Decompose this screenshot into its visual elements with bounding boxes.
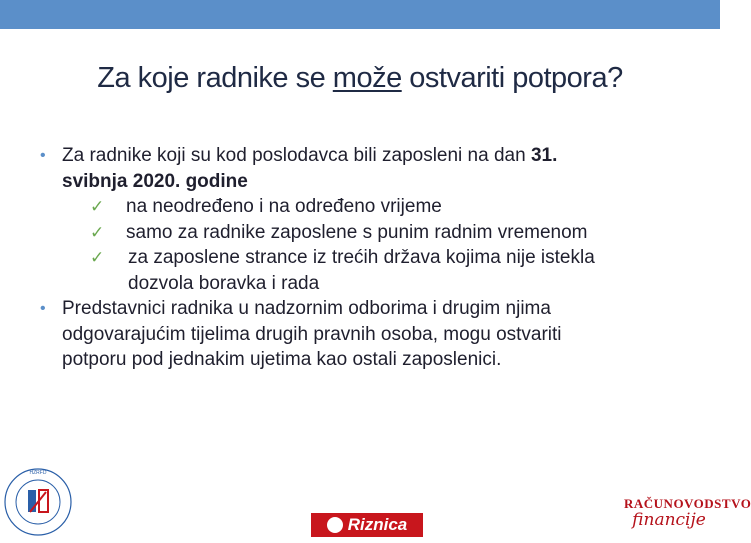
bullet-1-date-rest: svibnja 2020. godine <box>62 170 248 192</box>
bullet-2-line-2: odgovarajućim tijelima drugih pravnih osoba, mogu ostvariti <box>62 323 562 345</box>
svg-text:HZRFD: HZRFD <box>29 470 47 476</box>
checkmark-icon: ✓ <box>90 197 105 216</box>
bullet-item-1 <box>38 143 688 194</box>
check-list <box>38 194 688 296</box>
check-item-3 <box>38 245 688 296</box>
riznica-emblem-icon <box>327 517 343 533</box>
bullet-2-line-1: Predstavnici radnika u nadzornim odborima i drugim njima <box>62 298 551 319</box>
check-item-2-text: samo za radnike zaposlene s punim radnim vremenom <box>126 221 588 243</box>
bullet-1-text: Za radnike koji su kod poslodavca bili zaposleni na dan <box>62 145 531 166</box>
check-item-1 <box>38 194 688 220</box>
checkmark-icon: ✓ <box>90 222 105 242</box>
title-part-1: Za koje radnike se <box>97 62 333 94</box>
checkmark-icon: ✓ <box>90 248 105 267</box>
check-item-2 <box>38 220 688 246</box>
title-underlined-word: može <box>332 62 402 94</box>
racunovodstvo-logo-text: RAČUNOVODSTVO <box>624 496 751 511</box>
association-seal-logo <box>0 462 76 538</box>
seal-icon <box>0 462 76 538</box>
check-item-1-text: na neodređeno i na određeno vrijeme <box>126 196 442 217</box>
slide-title <box>0 62 720 95</box>
bullet-dot: • <box>40 147 46 164</box>
bullet-item-2 <box>38 296 688 373</box>
slide-content <box>38 143 688 373</box>
bullet-2-line-3: potporu pod jednakim ujetima kao ostali zaposlenici. <box>62 349 502 370</box>
check-item-3-line-1: za zaposlene strance iz trećih država kojima nije istekla <box>128 247 595 268</box>
check-item-3-line-2: dozvola boravka i rada <box>128 272 320 294</box>
racunovodstvo-financije-logo <box>624 496 751 538</box>
bullet-dot: • <box>40 300 46 317</box>
financije-logo-text: financije <box>632 510 706 530</box>
bullet-1-date-day: 31. <box>530 145 558 166</box>
riznica-logo <box>311 513 423 537</box>
top-bar <box>0 0 720 29</box>
title-part-2: ostvariti potpora? <box>401 62 623 94</box>
riznica-logo-text: Riznica <box>347 515 408 534</box>
